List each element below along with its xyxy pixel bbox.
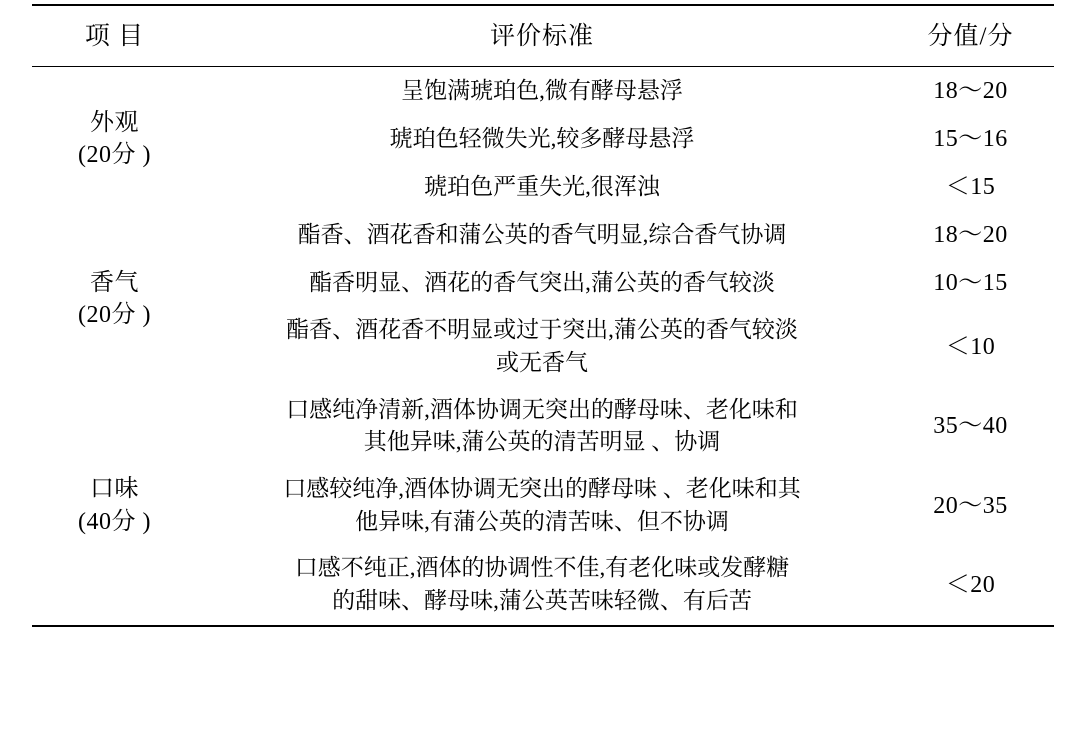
- score-cell: 10～15: [933, 270, 1008, 297]
- score-cell: ＜10: [945, 334, 996, 360]
- criteria-line: 酯香、酒花香不明显或过于突出,蒲公英的香气较淡: [286, 317, 798, 343]
- table-bottom-rule: [32, 625, 1054, 627]
- item-cell-appearance: [32, 67, 197, 212]
- item-cell-aroma: [32, 211, 197, 386]
- score-cell: ＜15: [945, 174, 996, 201]
- table-header: [32, 5, 1054, 67]
- criteria-cell: [197, 115, 887, 163]
- criteria-line: 口感不纯正,酒体的协调性不佳,有老化味或发酵糖: [294, 555, 790, 581]
- score-cell: ＜20: [945, 571, 996, 598]
- criteria-line: 呈饱满琥珀色,微有酵母悬浮: [401, 77, 683, 103]
- evaluation-criteria-table: [32, 4, 1054, 625]
- document-page: [0, 4, 1086, 730]
- table-row: [32, 211, 1054, 259]
- item-name: 外观: [90, 109, 139, 136]
- column-header-criteria: 评价标准: [489, 23, 594, 50]
- criteria-line: 琥珀色轻微失光,较多酵母悬浮: [389, 125, 695, 151]
- score-cell: 18～20: [933, 222, 1008, 249]
- table-row: [32, 67, 1054, 116]
- item-points: (20分 ): [78, 142, 151, 169]
- item-name: 口味: [90, 476, 139, 503]
- criteria-cell: [197, 67, 887, 116]
- column-header-item: 项 目: [84, 23, 145, 50]
- criteria-line: 口感较纯净,酒体协调无突出的酵母味 、老化味和其: [283, 476, 801, 502]
- criteria-line: 他异味,有蒲公英的清苦味、但不协调: [355, 508, 729, 534]
- criteria-cell: [197, 545, 887, 624]
- criteria-cell: [197, 259, 887, 307]
- table-body: [32, 67, 1054, 625]
- criteria-line: 口感纯净清新,酒体协调无突出的酵母味、老化味和: [286, 396, 798, 422]
- criteria-cell: [197, 211, 887, 259]
- criteria-cell: [197, 466, 887, 545]
- criteria-cell: [197, 387, 887, 466]
- score-cell: 15～16: [933, 126, 1008, 153]
- criteria-line: 或无香气: [496, 350, 588, 376]
- item-name: 香气: [90, 269, 139, 296]
- column-header-score: 分值/分: [927, 23, 1014, 50]
- criteria-line: 的甜味、酵母味,蒲公英苦味轻微、有后苦: [332, 587, 752, 613]
- score-cell: 20～35: [933, 492, 1008, 519]
- table-header-row: [32, 5, 1054, 67]
- criteria-cell: [197, 163, 887, 211]
- criteria-line: 琥珀色严重失光,很浑浊: [424, 173, 660, 199]
- criteria-line: 酯香明显、酒花的香气突出,蒲公英的香气较淡: [309, 270, 775, 296]
- item-points: (40分 ): [78, 508, 151, 535]
- criteria-line: 其他异味,蒲公英的清苦明显 、协调: [363, 429, 721, 455]
- item-cell-taste: [32, 387, 197, 625]
- table-row: [32, 387, 1054, 466]
- criteria-cell: [197, 307, 887, 386]
- criteria-line: 酯香、酒花香和蒲公英的香气明显,综合香气协调: [297, 221, 787, 247]
- item-points: (20分 ): [78, 301, 151, 328]
- score-cell: 35～40: [933, 413, 1008, 440]
- score-cell: 18～20: [933, 78, 1008, 104]
